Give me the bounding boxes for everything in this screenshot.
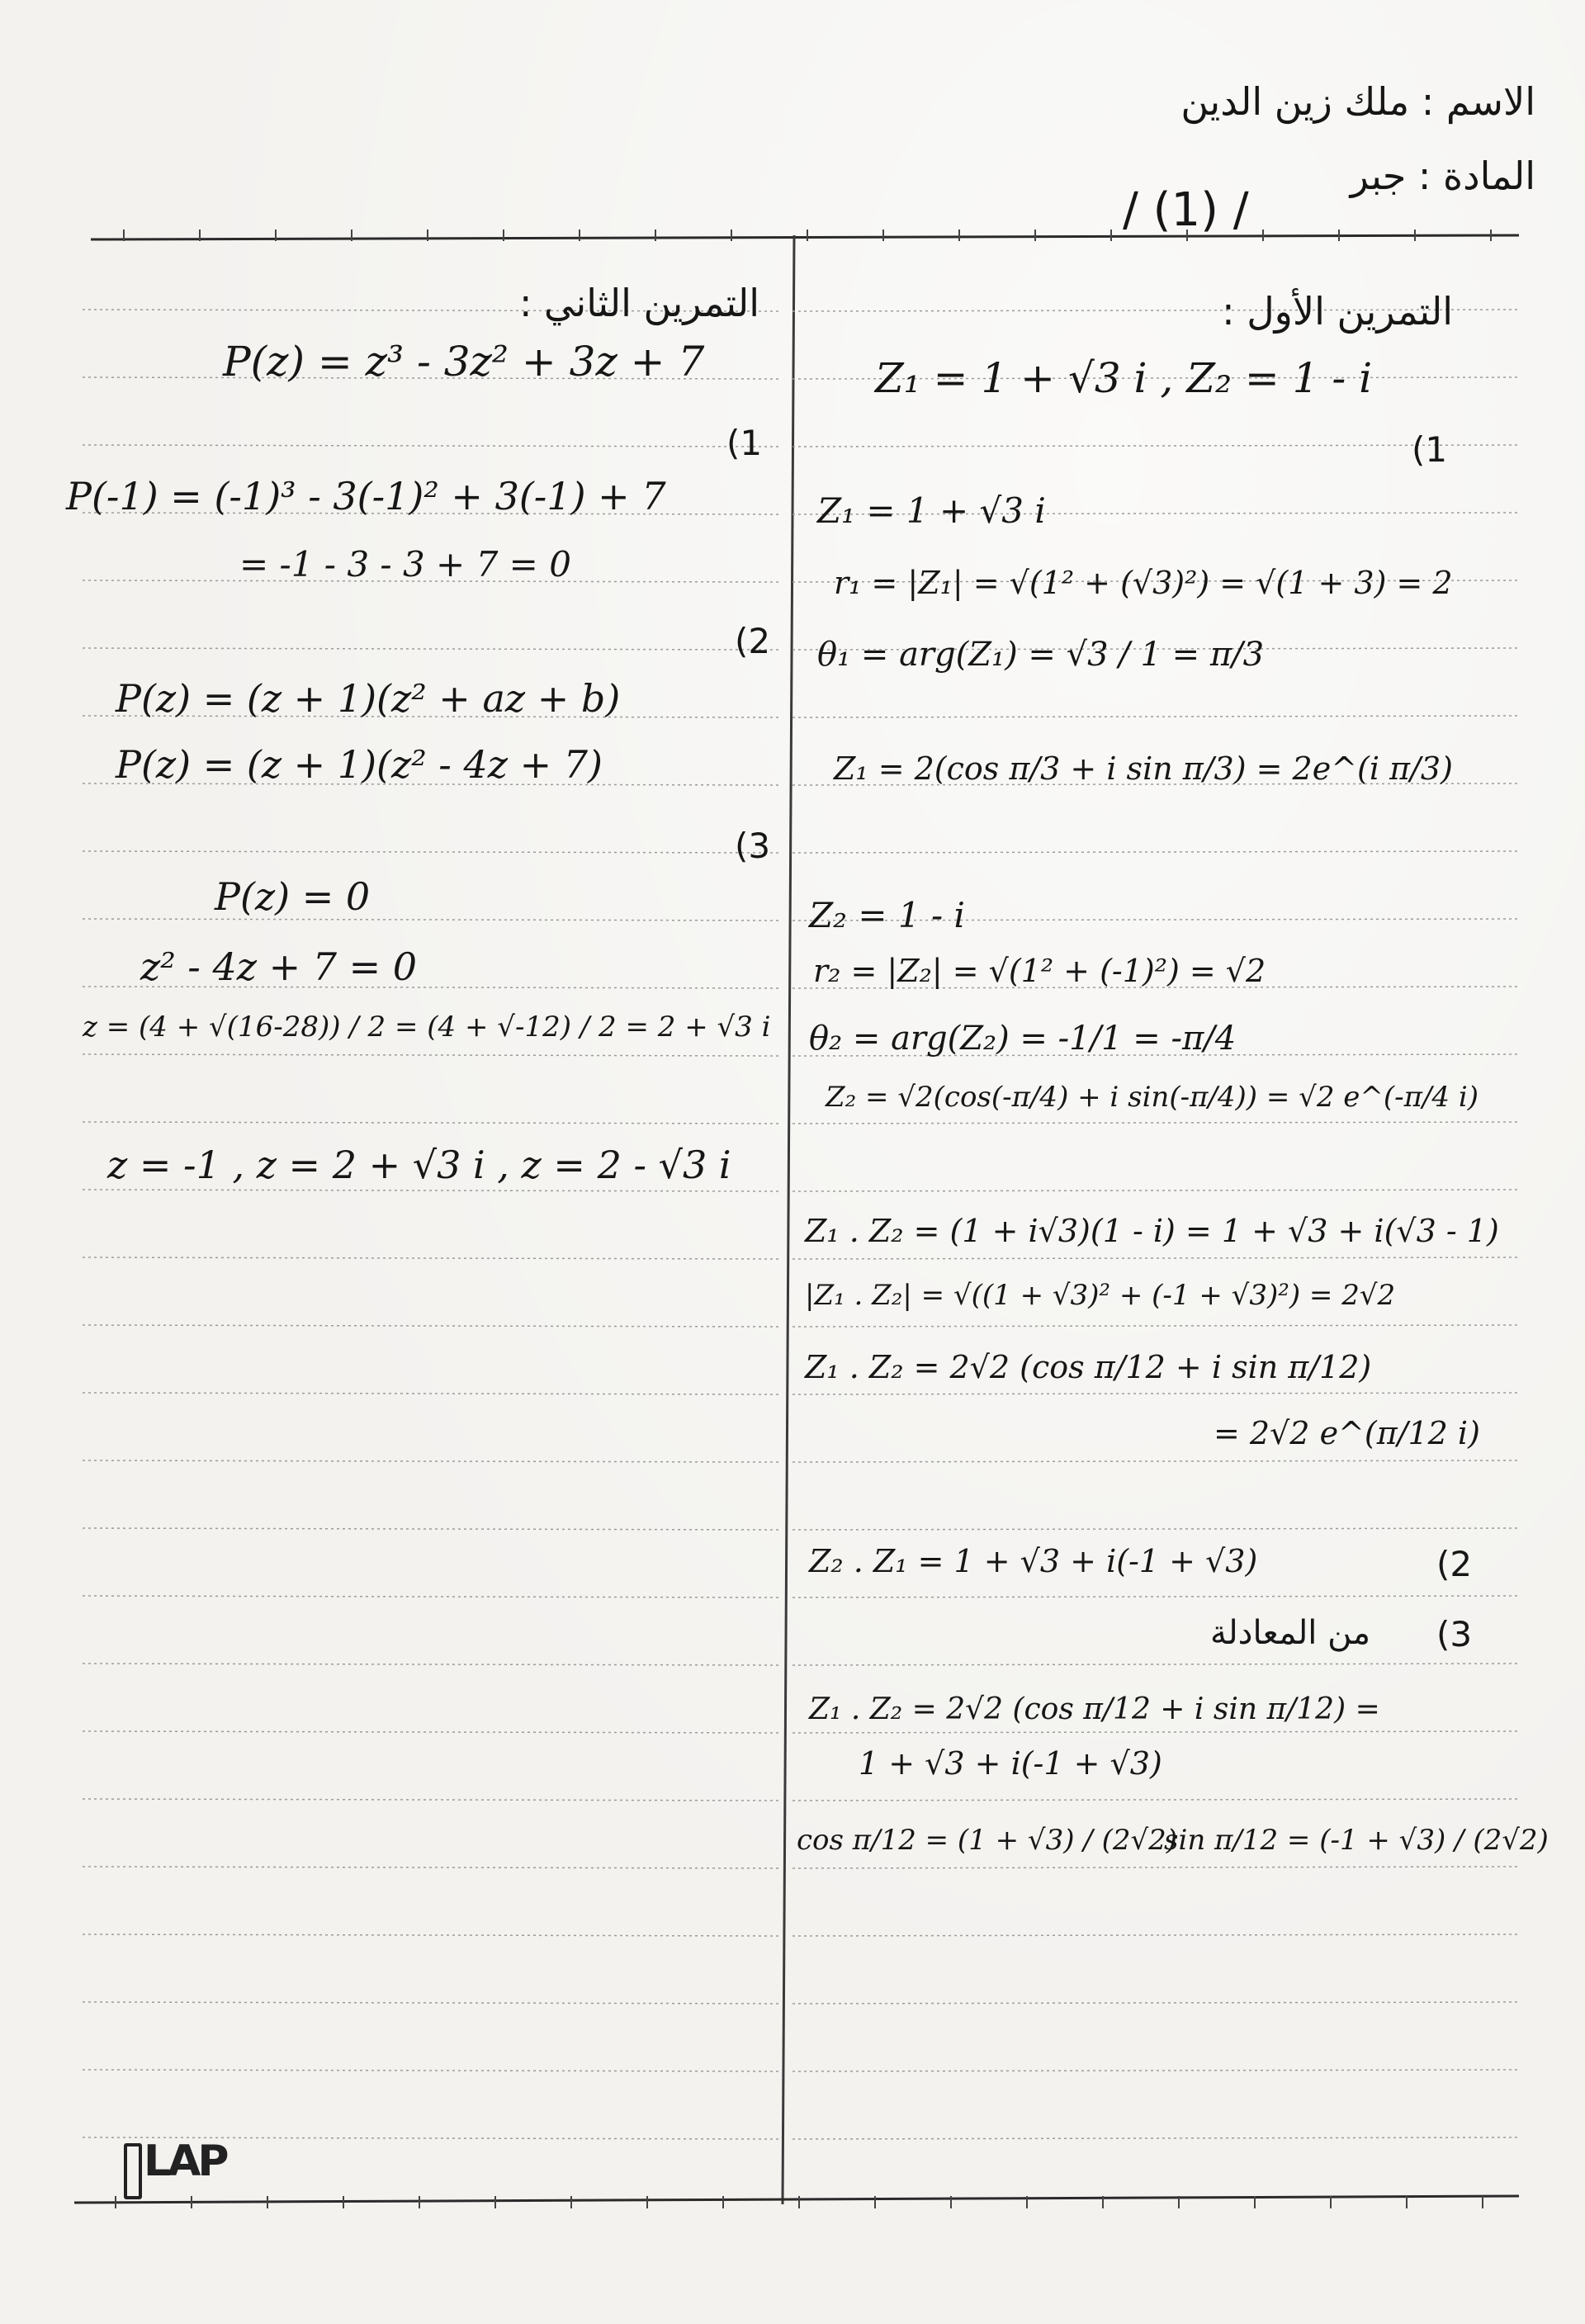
ruled-line-left	[83, 445, 780, 447]
ruled-line-right	[792, 851, 1519, 853]
right-line: θ₁ = arg(Z₁) = √3 / 1 = π/3	[817, 636, 1265, 674]
ruled-line-right	[792, 1122, 1519, 1124]
ruled-line-right	[792, 1393, 1519, 1394]
ruled-line-left	[83, 1393, 780, 1394]
ruled-line-right	[792, 1934, 1519, 1936]
ruled-line-right	[792, 2070, 1519, 2071]
student-name: الاسم : ملك زين الدين	[1180, 79, 1535, 124]
ruled-line-left	[83, 1054, 780, 1056]
left-part1-line2: = -1 - 3 - 3 + 7 = 0	[239, 544, 571, 585]
ruled-line-left	[83, 1596, 780, 1597]
right-line: θ₂ = arg(Z₂) = -1/1 = -π/4	[809, 1020, 1237, 1058]
exercise-one-title: التمرين الأول :	[1222, 289, 1453, 334]
ruled-line-left	[83, 1528, 780, 1530]
logo-bar-icon	[124, 2143, 142, 2199]
ruled-line-right	[792, 1190, 1519, 1191]
left-part3-marker: (3	[735, 826, 771, 866]
right-part3-note: من المعادلة	[1210, 1614, 1370, 1652]
sin-result: sin π/12 = (-1 + √3) / (2√2)	[1164, 1824, 1549, 1857]
left-part1-marker: (1	[726, 423, 763, 463]
ruled-line-left	[83, 1867, 780, 1868]
ruled-line-right	[792, 716, 1519, 717]
page-number: / (1) /	[1123, 183, 1249, 237]
ruled-line-right	[792, 1257, 1519, 1259]
ruled-line-left	[83, 919, 780, 921]
ruled-line-right	[792, 1596, 1519, 1597]
ruled-line-left	[83, 2002, 780, 2004]
left-part2-line1: P(z) = (z + 1)(z² + az + b)	[116, 676, 621, 721]
right-line: Z₁ . Z₂ = (1 + i√3)(1 - i) = 1 + √3 + i(√3 - 1)	[805, 1213, 1499, 1249]
ruled-line-right	[792, 2002, 1519, 2004]
right-part2-line: Z₂ . Z₁ = 1 + √3 + i(-1 + √3)	[809, 1543, 1258, 1579]
ruled-line-left	[83, 1190, 780, 1191]
notebook-logo	[124, 2137, 226, 2196]
ruled-line-left	[83, 1664, 780, 1665]
ruled-line-right	[792, 1731, 1519, 1733]
bottom-rule	[74, 2196, 1519, 2203]
left-part1-line1: P(-1) = (-1)³ - 3(-1)² + 3(-1) + 7	[66, 474, 666, 518]
left-part3-line1: P(z) = 0	[215, 874, 371, 919]
right-line: Z₁ = 2(cos π/3 + i sin π/3) = 2e^(i π/3)	[834, 750, 1453, 787]
ruled-line-left	[83, 1799, 780, 1801]
ruled-line-right	[792, 1664, 1519, 1665]
left-part3-line4: z = -1 , z = 2 + √3 i , z = 2 - √3 i	[107, 1143, 731, 1187]
ruled-line-left	[83, 1122, 780, 1124]
ruled-line-right	[792, 1460, 1519, 1462]
right-part3-line1: Z₁ . Z₂ = 2√2 (cos π/12 + i sin π/12) =	[809, 1692, 1380, 1726]
ruled-line-right	[792, 2137, 1519, 2139]
right-line: |Z₁ . Z₂| = √((1 + √3)² + (-1 + √3)²) = 2√2	[805, 1279, 1396, 1312]
subject-label: المادة : جبر	[1350, 154, 1535, 198]
left-part3-line3: z = (4 + √(16-28)) / 2 = (4 + √-12) / 2 = 2 + √3 i	[83, 1011, 771, 1044]
logo-text: LAP	[144, 2137, 226, 2186]
left-part2-marker: (2	[735, 621, 771, 661]
right-line: Z₂ = 1 - i	[809, 895, 965, 935]
left-part3-line2: z² - 4z + 7 = 0	[140, 944, 418, 989]
ruled-line-right	[792, 445, 1519, 447]
ruled-line-right	[792, 1528, 1519, 1530]
right-part1-marker: (1	[1412, 429, 1448, 470]
right-line: r₁ = |Z₁| = √(1² + (√3)²) = √(1 + 3) = 2	[834, 565, 1453, 601]
top-rule	[91, 235, 1519, 239]
right-part2-marker: (2	[1436, 1544, 1473, 1584]
ruled-line-right	[792, 1867, 1519, 1868]
column-divider	[783, 235, 794, 2204]
ruled-line-left	[83, 1934, 780, 1936]
right-line: Z₂ = √2(cos(-π/4) + i sin(-π/4)) = √2 e^(-π/4 i)	[826, 1081, 1479, 1114]
right-line: Z₁ . Z₂ = 2√2 (cos π/12 + i sin π/12)	[805, 1349, 1372, 1385]
polynomial-definition: P(z) = z³ - 3z² + 3z + 7	[223, 338, 705, 386]
ruled-line-left	[83, 1731, 780, 1733]
exercise-two-title: التمرين الثاني :	[518, 281, 759, 325]
right-line: Z₁ = 1 + √3 i	[817, 490, 1046, 531]
ruled-line-left	[83, 851, 780, 853]
right-line: = 2√2 e^(π/12 i)	[1214, 1415, 1480, 1451]
right-part3-line2: 1 + √3 + i(-1 + √3)	[859, 1745, 1162, 1782]
ruled-line-left	[83, 1325, 780, 1327]
left-part2-line2: P(z) = (z + 1)(z² - 4z + 7)	[116, 742, 603, 787]
ruled-line-left	[83, 1460, 780, 1462]
ruled-line-left	[83, 2070, 780, 2071]
right-line: r₂ = |Z₂| = √(1² + (-1)²) = √2	[813, 953, 1266, 989]
ruled-line-left	[83, 648, 780, 650]
ruled-line-right	[792, 1799, 1519, 1801]
right-part3-marker: (3	[1436, 1614, 1473, 1654]
cos-result: cos π/12 = (1 + √3) / (2√2)	[797, 1824, 1178, 1857]
ruled-line-right	[792, 1325, 1519, 1327]
given-values: Z₁ = 1 + √3 i , Z₂ = 1 - i	[875, 354, 1373, 402]
ruled-line-left	[83, 1257, 780, 1259]
